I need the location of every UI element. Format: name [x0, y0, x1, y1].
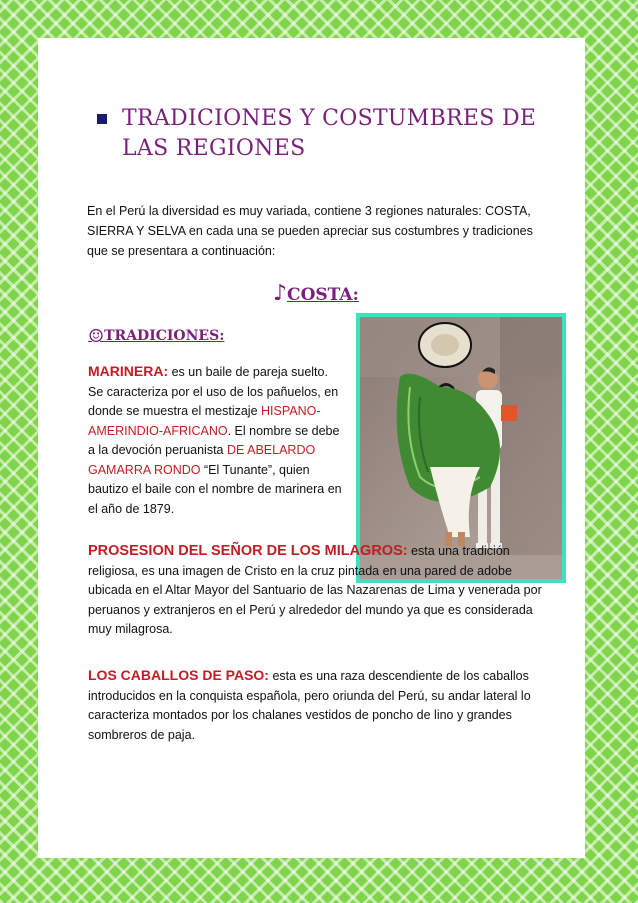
prosesion-text: esta una tradición religiosa, es una imagen de Cristo en la cruz pintada en una pared de adobe ubicada en el Altar Mayor del Santuario de las Nazarenas de Lima y venerada por peruanos y extranjeros en el Perú y alrededor del mundo ya que es considerada muy milagrosa.: [88, 544, 542, 636]
marinera-text-2: . El nombre se debe a la devoción peruanista: [88, 423, 340, 457]
intro-paragraph: En el Perú la diversidad es muy variada, contiene 3 regiones naturales: COSTA, SIERRA Y SELVA en cada una se pueden apreciar sus costumbres y tradiciones que se presentara a continuación:: [87, 204, 533, 258]
caballos-label: LOS CABALLOS DE PASO:: [88, 667, 269, 683]
smiley-icon: ☺: [88, 326, 105, 347]
costa-title: COSTA:: [287, 285, 359, 305]
tradiciones-heading: [88, 326, 224, 347]
marinera-label: MARINERA:: [88, 363, 169, 379]
tradiciones-title: TRADICIONES:: [104, 328, 225, 344]
prosesion-label: PROSESION DEL SEÑOR DE LOS MILAGROS:: [88, 543, 408, 559]
section-heading: [97, 104, 557, 164]
music-note-icon: ♪: [273, 280, 288, 306]
marinera-highlight-1: HISPANO-AMERINDIO-AFRICANO: [88, 404, 321, 438]
caballos-text: esta es una raza descendiente de los caballos introducidos en la conquista española, pero oriunda del Perú, su andar lateral lo caracteriza montados por los chalanes vestidos de poncho de lino y grandes sombreros de paja.: [88, 669, 531, 742]
caballos-paragraph: [88, 666, 558, 745]
prosesion-paragraph: [88, 542, 558, 640]
square-bullet-icon: [97, 114, 107, 124]
marinera-highlight-2: DE ABELARDO GAMARRA RONDO: [88, 443, 316, 477]
marinera-text-1: es un baile de pareja suelto. Se caracteriza por el uso de los pañuelos, en donde se muestra el mestizaje: [88, 365, 339, 418]
heading-text: TRADICIONES Y COSTUMBRES DE LAS REGIONES: [122, 106, 537, 161]
marinera-text-3: “El Tunante”, quien bautizo el baile con el nombre de marinera en el año de 1879.: [88, 462, 342, 516]
marinera-paragraph: [88, 362, 344, 519]
costa-heading: [273, 280, 359, 306]
